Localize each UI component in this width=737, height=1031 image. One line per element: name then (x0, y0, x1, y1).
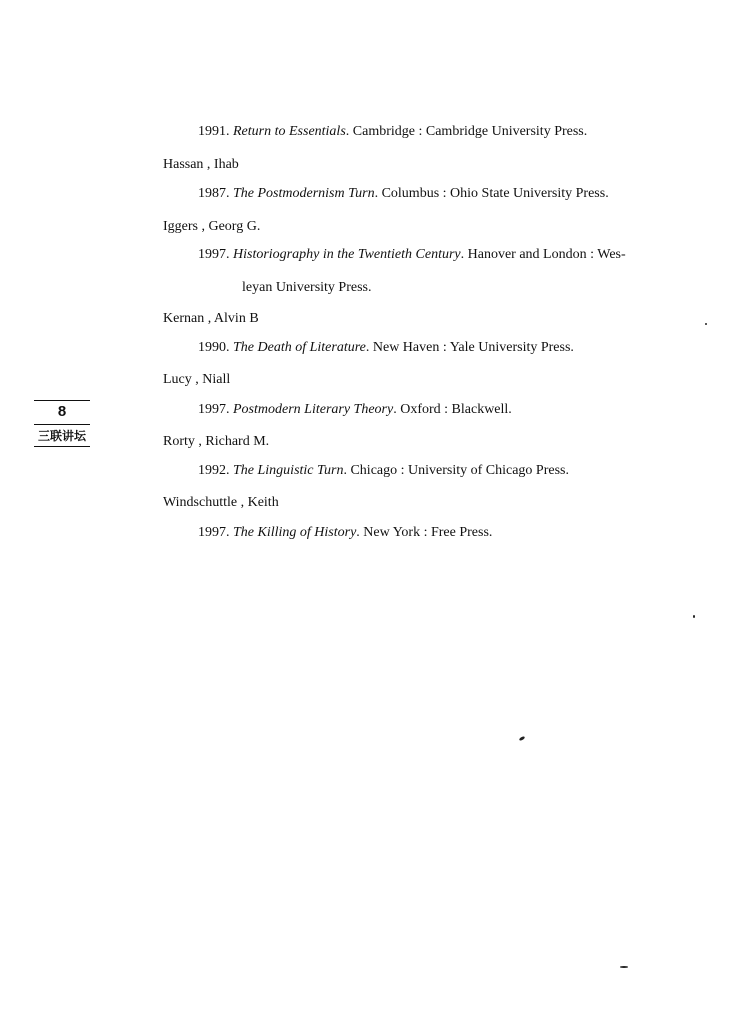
bib-publisher: . Chicago : University of Chicago Press. (343, 463, 569, 478)
bib-title: The Death of Literature (233, 340, 366, 355)
bib-year: 1987. (198, 186, 230, 201)
scan-speck (693, 615, 695, 618)
bib-publisher: . New York : Free Press. (356, 525, 493, 540)
bib-year: 1997. (198, 402, 230, 417)
folio-bottom-rule (34, 446, 90, 447)
bib-year: 1991. (198, 124, 230, 139)
bib-year: 1997. (198, 247, 230, 262)
bib-publisher: . New Haven : Yale University Press. (365, 340, 574, 355)
scan-speck (620, 966, 628, 968)
page-folio (34, 400, 90, 447)
bib-year: 1992. (198, 463, 230, 478)
bib-publisher: . Hanover and London : Wes- (460, 247, 626, 262)
bib-entry (198, 123, 587, 141)
bib-publisher: . Oxford : Blackwell. (393, 402, 512, 417)
bib-publisher: . Cambridge : Cambridge University Press. (345, 124, 588, 139)
bib-entry (198, 185, 609, 203)
bib-author: Windschuttle , Keith (163, 495, 279, 510)
bib-author: Kernan , Alvin B (163, 311, 259, 326)
bib-entry (198, 524, 492, 542)
page-number: 8 (57, 403, 67, 420)
bib-year: 1997. (198, 525, 230, 540)
bib-author: Iggers , Georg G. (163, 219, 261, 234)
series-name: 三联讲坛 (37, 429, 86, 443)
bib-title: Return to Essentials (233, 124, 346, 139)
bib-title: Historiography in the Twentieth Century (233, 247, 461, 262)
bib-entry-continuation: leyan University Press. (242, 280, 372, 295)
bib-author: Rorty , Richard M. (163, 434, 270, 449)
bib-year: 1990. (198, 340, 230, 355)
bib-entry (198, 401, 512, 419)
bib-title: Postmodern Literary Theory (233, 402, 394, 417)
bib-title: The Postmodernism Turn (233, 186, 375, 201)
bib-entry (198, 246, 626, 264)
scan-speck (705, 323, 707, 325)
bib-entry (198, 462, 569, 480)
scan-speck (519, 736, 526, 742)
bib-author: Hassan , Ihab (163, 157, 239, 172)
bib-entry (198, 339, 574, 357)
bib-title: The Linguistic Turn (233, 463, 344, 478)
bib-publisher: . Columbus : Ohio State University Press. (374, 186, 609, 201)
bib-title: The Killing of History (233, 525, 357, 540)
bib-author: Lucy , Niall (163, 372, 231, 387)
